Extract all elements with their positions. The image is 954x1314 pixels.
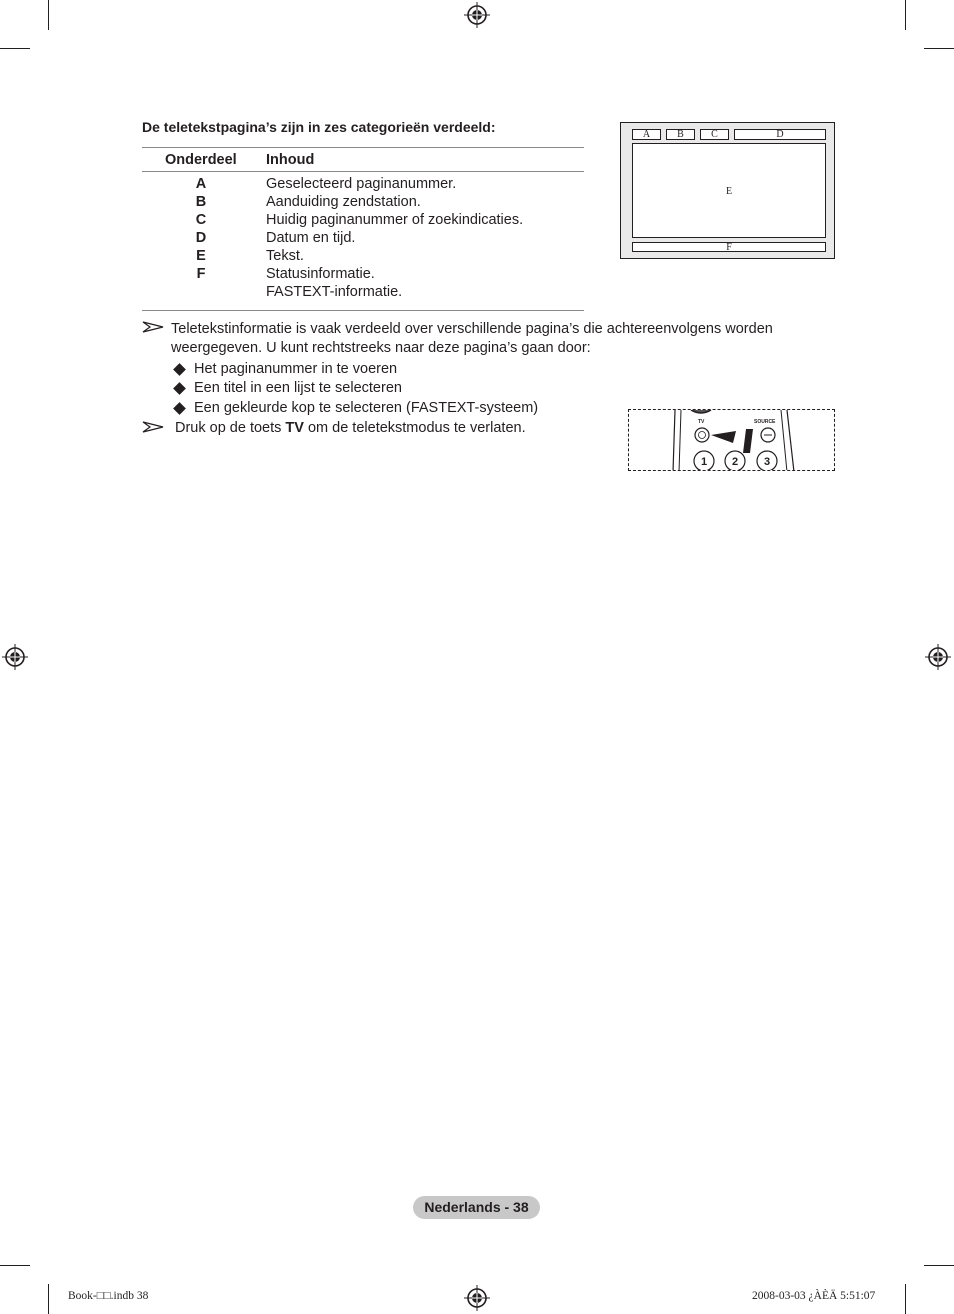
table-row bbox=[142, 212, 584, 230]
number-button-1: 1 bbox=[700, 456, 708, 468]
section-heading: De teletekstpagina’s zijn in zes categorieën verdeeld: bbox=[142, 119, 496, 135]
bullet-item: Een gekleurde kop te selecteren (FASTEXT-systeem) bbox=[194, 400, 539, 416]
number-button-2: 2 bbox=[731, 456, 739, 468]
row-text: Datum en tijd. bbox=[266, 230, 356, 246]
remote-control-icon bbox=[629, 410, 834, 470]
tv-button-label: TV bbox=[698, 419, 705, 425]
row-text: Statusinformatie. bbox=[266, 266, 375, 282]
tv-key-label: TV bbox=[285, 420, 304, 436]
note-text-part: Druk op de toets bbox=[175, 420, 286, 436]
row-key: D bbox=[195, 230, 207, 246]
row-text: Aanduiding zendstation. bbox=[266, 194, 421, 210]
registration-mark-icon bbox=[464, 2, 490, 28]
bullet-diamond-icon bbox=[173, 402, 186, 415]
table-header bbox=[142, 148, 584, 171]
table-row bbox=[142, 248, 584, 266]
row-key: C bbox=[195, 212, 207, 228]
crop-mark bbox=[905, 0, 906, 30]
note-arrow-icon bbox=[142, 421, 164, 433]
number-button-3: 3 bbox=[763, 456, 771, 468]
diagram-region-f: F bbox=[632, 242, 826, 252]
note-text: Teletekstinformatie is vaak verdeeld over verschillende pagina’s die achtereenvolgens worden bbox=[171, 321, 773, 337]
note-text: weergegeven. U kunt rechtstreeks naar deze pagina’s gaan door: bbox=[171, 340, 591, 356]
note-text bbox=[175, 419, 526, 439]
footer-timestamp: 2008-03-03 ¿ÀÈÄ 5:51:07 bbox=[752, 1290, 876, 1302]
diagram-region-a: A bbox=[632, 129, 661, 140]
crop-mark bbox=[0, 1265, 30, 1266]
diagram-region-e: E bbox=[632, 143, 826, 238]
bullet-diamond-icon bbox=[173, 363, 186, 376]
table-row bbox=[142, 284, 584, 302]
crop-mark bbox=[924, 48, 954, 49]
crop-mark bbox=[924, 1265, 954, 1266]
diagram-region-c: C bbox=[700, 129, 729, 140]
bullet-item: Een titel in een lijst te selecteren bbox=[194, 380, 402, 396]
teletext-screen-diagram bbox=[620, 122, 835, 259]
row-key: A bbox=[195, 176, 207, 192]
note-arrow-icon bbox=[142, 321, 164, 333]
row-key: B bbox=[195, 194, 207, 210]
table-rule-bottom bbox=[142, 310, 584, 311]
crop-mark bbox=[905, 1284, 906, 1314]
bullet-diamond-icon bbox=[173, 382, 186, 395]
remote-control-illustration bbox=[628, 409, 835, 471]
table-row bbox=[142, 230, 584, 248]
crop-mark bbox=[48, 1284, 49, 1314]
page-number-badge: Nederlands - 38 bbox=[413, 1196, 540, 1219]
row-key: F bbox=[196, 266, 206, 282]
footer-file-info: Book-□□.indb 38 bbox=[68, 1290, 149, 1302]
source-button-label: SOURCE bbox=[754, 419, 776, 425]
crop-mark bbox=[0, 48, 30, 49]
row-text-extra: FASTEXT-informatie. bbox=[266, 284, 403, 300]
table-row bbox=[142, 266, 584, 284]
bullet-item: Het paginanummer in te voeren bbox=[194, 361, 398, 377]
column-header-part: Onderdeel bbox=[165, 152, 237, 168]
table-body bbox=[142, 172, 584, 310]
table-row bbox=[142, 176, 584, 194]
row-key: E bbox=[196, 248, 206, 264]
registration-mark-icon bbox=[925, 644, 951, 670]
row-text: Geselecteerd paginanummer. bbox=[266, 176, 457, 192]
table-row bbox=[142, 194, 584, 212]
row-text: Tekst. bbox=[266, 248, 304, 264]
diagram-region-b: B bbox=[666, 129, 695, 140]
note-text-part: om de teletekstmodus te verlaten. bbox=[303, 420, 526, 436]
registration-mark-icon bbox=[464, 1285, 490, 1311]
crop-mark bbox=[48, 0, 49, 30]
row-text: Huidig paginanummer of zoekindicaties. bbox=[266, 212, 524, 228]
column-header-content: Inhoud bbox=[266, 152, 315, 168]
diagram-region-d: D bbox=[734, 129, 826, 140]
categories-table bbox=[142, 147, 584, 311]
registration-mark-icon bbox=[2, 644, 28, 670]
